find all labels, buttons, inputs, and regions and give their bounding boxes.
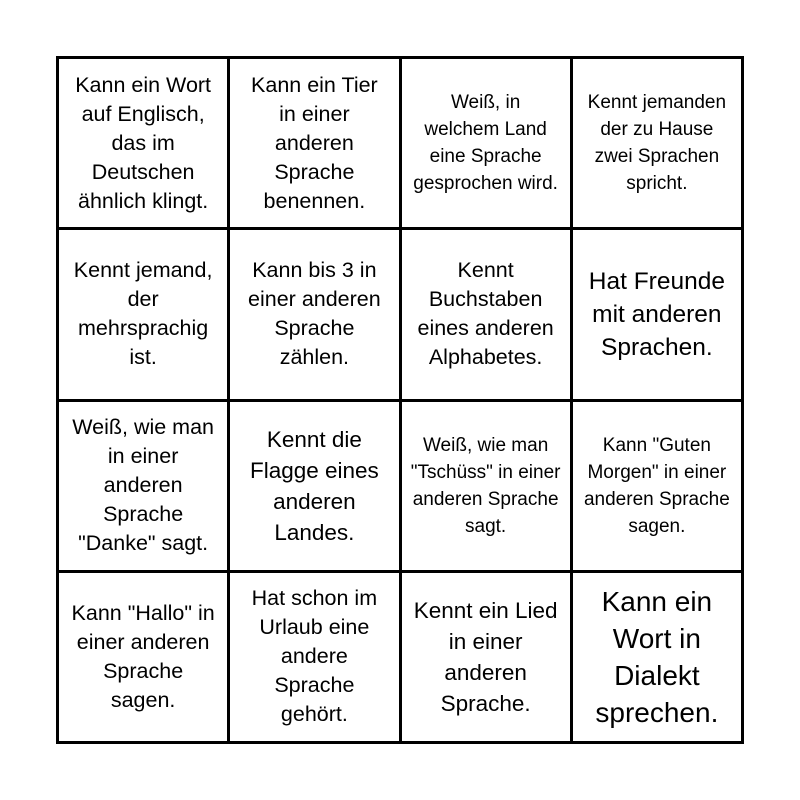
bingo-cell-text: Hat schon im Urlaub eine andere Sprache gehört. (251, 586, 378, 727)
bingo-cell[interactable] (573, 402, 741, 570)
bingo-cell-text: Kennt ein Lied in einer anderen Sprache. (413, 597, 558, 716)
bingo-cell-text: Kann ein Tier in einer anderen Sprache benennen. (251, 72, 378, 213)
bingo-board (56, 56, 744, 744)
bingo-cell-text: Kennt jemand, der mehrsprachig ist. (73, 258, 213, 370)
bingo-cell[interactable] (59, 402, 227, 570)
bingo-cell[interactable] (402, 573, 570, 741)
bingo-cell-text: Kann bis 3 in einer anderen Sprache zählen. (248, 258, 381, 370)
bingo-cell[interactable] (59, 230, 227, 398)
bingo-cell-text: Hat Freunde mit anderen Sprachen. (588, 267, 725, 361)
bingo-cell[interactable] (230, 573, 398, 741)
bingo-cell-text: Kann ein Wort auf Englisch, das im Deutschen ähnlich klingt. (75, 72, 212, 213)
bingo-cell-text: Kann ein Wort in Dialekt sprechen. (595, 585, 719, 728)
bingo-cell[interactable] (573, 573, 741, 741)
bingo-cell[interactable] (230, 59, 398, 227)
bingo-cell-text: Kann "Guten Morgen" in einer anderen Sprache sagen. (583, 434, 730, 537)
bingo-cell[interactable] (59, 573, 227, 741)
bingo-cell-text: Kennt die Flagge eines anderen Landes. (249, 426, 379, 545)
bingo-cell[interactable] (230, 230, 398, 398)
bingo-cell-text: Kennt Buchstaben eines anderen Alphabetes. (417, 258, 554, 370)
bingo-cell[interactable] (573, 230, 741, 398)
bingo-cell[interactable] (59, 59, 227, 227)
bingo-cell-text: Weiß, wie man "Tschüss" in einer anderen Sprache sagt. (410, 434, 561, 537)
bingo-cell-text: Kann "Hallo" in einer anderen Sprache sagen. (71, 600, 215, 712)
bingo-cell[interactable] (402, 402, 570, 570)
bingo-cell[interactable] (402, 59, 570, 227)
bingo-cell[interactable] (230, 402, 398, 570)
bingo-cell[interactable] (402, 230, 570, 398)
bingo-cell-text: Weiß, in welchem Land eine Sprache gesprochen wird. (413, 92, 558, 195)
bingo-cell[interactable] (573, 59, 741, 227)
bingo-cell-text: Kennt jemanden der zu Hause zwei Sprachen spricht. (587, 92, 727, 195)
bingo-cell-text: Weiß, wie man in einer anderen Sprache "Danke" sagt. (72, 415, 215, 556)
